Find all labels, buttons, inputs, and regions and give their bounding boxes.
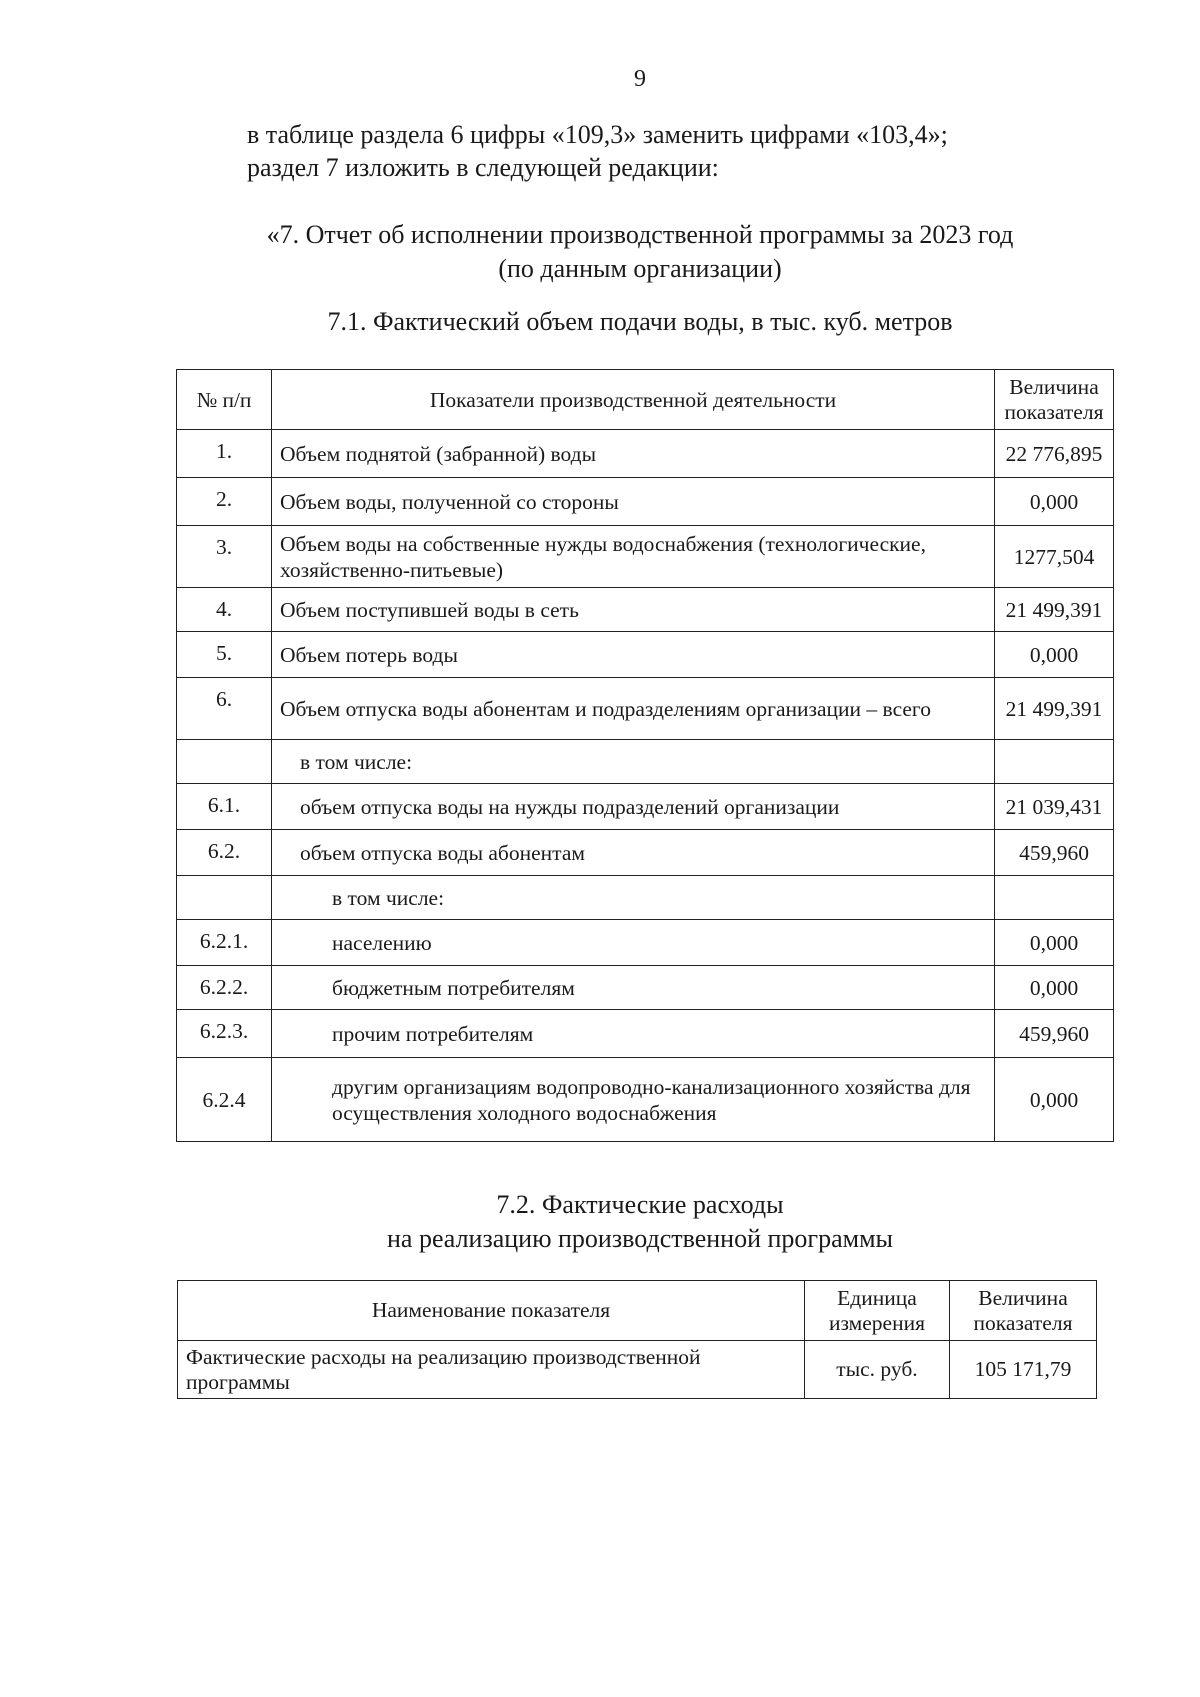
water-supply-table [176, 369, 1114, 1142]
table-header-row [177, 370, 1114, 430]
header-value [995, 370, 1114, 430]
row-num: 4. [177, 588, 272, 632]
row-indicator: Объем поступившей воды в сеть [272, 588, 995, 632]
table-row [177, 966, 1114, 1010]
row-value: 0,000 [995, 1058, 1114, 1142]
header-unit [805, 1281, 950, 1341]
row-indicator: в том числе: [272, 740, 995, 784]
row-num: 5. [177, 632, 272, 678]
page-number: 9 [634, 66, 646, 92]
row-value: 21 499,391 [995, 588, 1114, 632]
row-value: 0,000 [995, 966, 1114, 1010]
row-indicator: бюджетным потребителям [272, 966, 995, 1010]
row-indicator: объем отпуска воды на нужды подразделений организации [272, 784, 995, 830]
row-indicator: Объем поднятой (забранной) воды [272, 430, 995, 478]
header-value-line-2: показателя [1004, 399, 1104, 424]
table-row [177, 478, 1114, 526]
row-indicator: в том числе: [272, 876, 995, 920]
header-indicator: Показатели производственной деятельности [272, 370, 995, 430]
row-indicator: Объем воды на собственные нужды водоснабжения (технологические, хозяйственно-питьевые) [272, 526, 995, 588]
row-indicator: Объем отпуска воды абонентам и подразделениям организации – всего [272, 678, 995, 740]
header-value [950, 1281, 1097, 1341]
row-name: Фактические расходы на реализацию производственной программы [178, 1341, 805, 1399]
row-value: 21 039,431 [995, 784, 1114, 830]
section-7-2-heading [0, 1188, 1200, 1256]
row-num [177, 740, 272, 784]
table-row [177, 784, 1114, 830]
table-row [177, 678, 1114, 740]
table-row [177, 1010, 1114, 1058]
header-name: Наименование показателя [178, 1281, 805, 1341]
row-value: 21 499,391 [995, 678, 1114, 740]
table-row [177, 876, 1114, 920]
table-row [178, 1341, 1097, 1399]
row-indicator: Объем потерь воды [272, 632, 995, 678]
header-value-line-2: показателя [973, 1310, 1073, 1335]
table-row [177, 830, 1114, 876]
row-value: 1277,504 [995, 526, 1114, 588]
table-row [177, 526, 1114, 588]
row-num: 6. [177, 678, 272, 740]
row-indicator: другим организациям водопроводно-канализационного хозяйства для осуществления холодного водоснабжения [272, 1058, 995, 1142]
row-value: 105 171,79 [950, 1341, 1097, 1399]
section-7-2-title-line-1: 7.2. Фактические расходы [496, 1190, 784, 1219]
row-num: 6.2.2. [177, 966, 272, 1010]
row-indicator: населению [272, 920, 995, 966]
row-value: 459,960 [995, 830, 1114, 876]
intro-paragraph [247, 118, 948, 184]
header-unit-line-1: Единица [837, 1285, 917, 1310]
section-7-heading [0, 218, 1200, 286]
table-row [177, 632, 1114, 678]
row-indicator: объем отпуска воды абонентам [272, 830, 995, 876]
header-value-line-1: Величина [978, 1285, 1068, 1310]
row-indicator: прочим потребителям [272, 1010, 995, 1058]
table-row [177, 740, 1114, 784]
section-7-1-heading: 7.1. Фактический объем подачи воды, в тыс. куб. метров [327, 307, 953, 336]
row-num: 6.1. [177, 784, 272, 830]
row-value: 0,000 [995, 920, 1114, 966]
table-row [177, 588, 1114, 632]
table-row [177, 920, 1114, 966]
intro-line-1: в таблице раздела 6 цифры «109,3» заменить цифрами «103,4»; [247, 120, 948, 149]
row-value: 459,960 [995, 1010, 1114, 1058]
table-row [177, 430, 1114, 478]
row-num: 1. [177, 430, 272, 478]
section-7-title-line-1: «7. Отчет об исполнении производственной программы за 2023 год [266, 220, 1014, 249]
row-value: 22 776,895 [995, 430, 1114, 478]
row-num: 2. [177, 478, 272, 526]
row-value [995, 876, 1114, 920]
row-num [177, 876, 272, 920]
row-num: 6.2.1. [177, 920, 272, 966]
row-value: 0,000 [995, 632, 1114, 678]
table-header-row [178, 1281, 1097, 1341]
row-num: 6.2.4 [177, 1058, 272, 1142]
row-num: 3. [177, 526, 272, 588]
row-unit: тыс. руб. [805, 1341, 950, 1399]
table-row [177, 1058, 1114, 1142]
row-num: 6.2.3. [177, 1010, 272, 1058]
row-indicator: Объем воды, полученной со стороны [272, 478, 995, 526]
row-num: 6.2. [177, 830, 272, 876]
row-value [995, 740, 1114, 784]
section-7-2-title-line-2: на реализацию производственной программы [386, 1224, 893, 1253]
expenses-table [177, 1280, 1097, 1399]
intro-line-2: раздел 7 изложить в следующей редакции: [247, 153, 719, 182]
row-value: 0,000 [995, 478, 1114, 526]
header-num: № п/п [177, 370, 272, 430]
header-value-line-1: Величина [1009, 374, 1099, 399]
header-unit-line-2: измерения [828, 1310, 926, 1335]
section-7-title-line-2: (по данным организации) [498, 254, 782, 283]
